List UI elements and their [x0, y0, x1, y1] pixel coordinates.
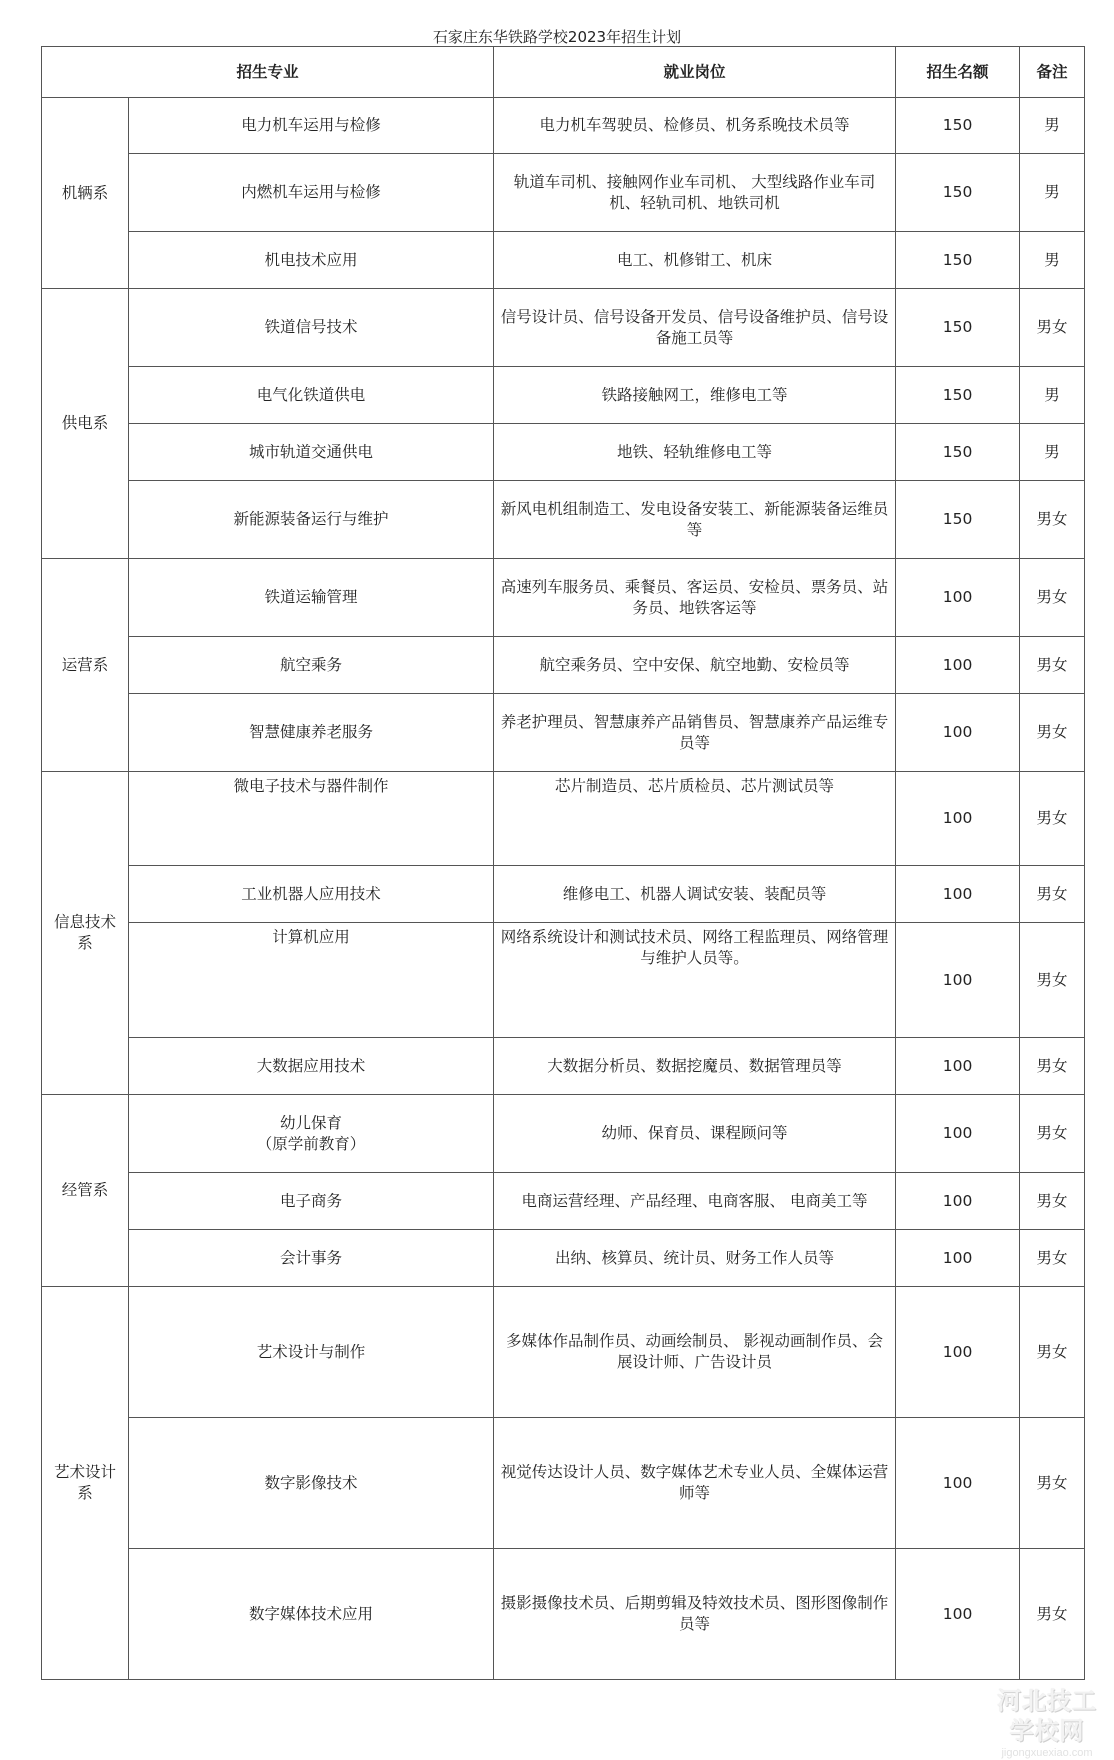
note-cell: 男女: [1020, 866, 1085, 923]
note-cell: 男: [1020, 154, 1085, 232]
major-cell: 内燃机车运用与检修: [129, 154, 494, 232]
job-cell: 铁路接触网工，维修电工等: [494, 367, 896, 424]
enrollment-plan-table: [41, 46, 1085, 1680]
table-row: [42, 98, 1085, 154]
page-title: 石家庄东华铁路学校2023年招生计划: [432, 28, 682, 46]
department-cell: 信息技术系: [42, 772, 129, 1095]
note-cell: 男女: [1020, 289, 1085, 367]
table-row: [42, 1173, 1085, 1230]
watermark-text: 河北技工学校网: [997, 1687, 1097, 1745]
major-cell: 微电子技术与器件制作: [129, 772, 494, 866]
job-cell: 新风电机组制造工、发电设备安装工、新能源装备运维员等: [494, 481, 896, 559]
major-cell: 新能源装备运行与维护: [129, 481, 494, 559]
quota-cell: 100: [896, 1173, 1020, 1230]
major-cell: 铁道运输管理: [129, 559, 494, 637]
major-cell: 电力机车运用与检修: [129, 98, 494, 154]
department-cell: 艺术设计系: [42, 1287, 129, 1680]
table-row: [42, 559, 1085, 637]
quota-cell: 100: [896, 1549, 1020, 1680]
table-row: [42, 1418, 1085, 1549]
watermark-domain: jigongxuexiao.com: [1001, 1747, 1093, 1759]
quota-cell: 150: [896, 232, 1020, 289]
major-cell: 会计事务: [129, 1230, 494, 1287]
major-cell: 工业机器人应用技术: [129, 866, 494, 923]
note-cell: 男女: [1020, 1230, 1085, 1287]
header-note: 备注: [1020, 47, 1085, 98]
note-cell: 男女: [1020, 481, 1085, 559]
job-cell: 摄影摄像技术员、后期剪辑及特效技术员、图形图像制作员等: [494, 1549, 896, 1680]
table-row: [42, 367, 1085, 424]
note-cell: 男: [1020, 424, 1085, 481]
job-cell: 航空乘务员、空中安保、航空地勤、安检员等: [494, 637, 896, 694]
table-row: [42, 481, 1085, 559]
table-row: [42, 424, 1085, 481]
department-cell: 经管系: [42, 1095, 129, 1287]
quota-cell: 100: [896, 866, 1020, 923]
job-cell: 电商运营经理、产品经理、电商客服、 电商美工等: [494, 1173, 896, 1230]
note-cell: 男女: [1020, 1549, 1085, 1680]
major-cell: 计算机应用: [129, 923, 494, 1038]
note-cell: 男女: [1020, 694, 1085, 772]
note-cell: 男女: [1020, 559, 1085, 637]
quota-cell: 100: [896, 923, 1020, 1038]
major-cell: 铁道信号技术: [129, 289, 494, 367]
job-cell: 幼师、保育员、课程顾问等: [494, 1095, 896, 1173]
quota-cell: 150: [896, 481, 1020, 559]
job-cell: 大数据分析员、数据挖魔员、数据管理员等: [494, 1038, 896, 1095]
job-cell: 芯片制造员、芯片质检员、芯片测试员等: [494, 772, 896, 866]
job-cell: 多媒体作品制作员、动画绘制员、 影视动画制作员、会展设计师、广告设计员: [494, 1287, 896, 1418]
note-cell: 男女: [1020, 772, 1085, 866]
table-row: [42, 694, 1085, 772]
major-cell: [129, 1095, 494, 1173]
job-cell: 电力机车驾驶员、检修员、机务系晚技术员等: [494, 98, 896, 154]
department-cell: 机辆系: [42, 98, 129, 289]
job-cell: 高速列车服务员、乘餐员、客运员、安检员、票务员、站务员、地铁客运等: [494, 559, 896, 637]
table-row: [42, 289, 1085, 367]
major-former-name: （原学前教育）: [256, 1134, 366, 1153]
table-row: [42, 772, 1085, 866]
job-cell: 视觉传达设计人员、数字媒体艺术专业人员、全媒体运营师等: [494, 1418, 896, 1549]
quota-cell: 150: [896, 424, 1020, 481]
major-cell: 航空乘务: [129, 637, 494, 694]
table-row: [42, 1549, 1085, 1680]
table-row: [42, 232, 1085, 289]
note-cell: 男女: [1020, 1038, 1085, 1095]
job-cell: 养老护理员、智慧康养产品销售员、智慧康养产品运维专员等: [494, 694, 896, 772]
major-name: 幼儿保育: [280, 1113, 343, 1132]
department-cell: 供电系: [42, 289, 129, 559]
job-cell: 电工、机修钳工、机床: [494, 232, 896, 289]
job-cell: 信号设计员、信号设备开发员、信号设备维护员、信号设备施工员等: [494, 289, 896, 367]
quota-cell: 150: [896, 98, 1020, 154]
note-cell: 男: [1020, 232, 1085, 289]
quota-cell: 100: [896, 1418, 1020, 1549]
note-cell: 男: [1020, 367, 1085, 424]
quota-cell: 100: [896, 1038, 1020, 1095]
note-cell: 男: [1020, 98, 1085, 154]
header-major: 招生专业: [42, 47, 494, 98]
quota-cell: 100: [896, 772, 1020, 866]
job-cell: 维修电工、机器人调试安装、装配员等: [494, 866, 896, 923]
job-cell: 出纳、核算员、统计员、财务工作人员等: [494, 1230, 896, 1287]
table-row: [42, 866, 1085, 923]
table-header-row: [42, 47, 1085, 98]
quota-cell: 100: [896, 694, 1020, 772]
major-cell: 城市轨道交通供电: [129, 424, 494, 481]
department-cell: 运营系: [42, 559, 129, 772]
table-row: [42, 1095, 1085, 1173]
table-row: [42, 637, 1085, 694]
table-row: [42, 923, 1085, 1038]
header-job: 就业岗位: [494, 47, 896, 98]
job-cell: 地铁、轻轨维修电工等: [494, 424, 896, 481]
note-cell: 男女: [1020, 1287, 1085, 1418]
note-cell: 男女: [1020, 1418, 1085, 1549]
table-row: [42, 1230, 1085, 1287]
job-cell: 网络系统设计和测试技术员、网络工程监理员、网络管理与维护人员等。: [494, 923, 896, 1038]
major-cell: 数字媒体技术应用: [129, 1549, 494, 1680]
major-cell: 机电技术应用: [129, 232, 494, 289]
major-cell: 大数据应用技术: [129, 1038, 494, 1095]
note-cell: 男女: [1020, 637, 1085, 694]
major-cell: 电气化铁道供电: [129, 367, 494, 424]
major-cell: 智慧健康养老服务: [129, 694, 494, 772]
site-watermark: [985, 1686, 1109, 1759]
table-row: [42, 1287, 1085, 1418]
major-cell: 数字影像技术: [129, 1418, 494, 1549]
quota-cell: 150: [896, 367, 1020, 424]
note-cell: 男女: [1020, 1173, 1085, 1230]
quota-cell: 100: [896, 1095, 1020, 1173]
note-cell: 男女: [1020, 923, 1085, 1038]
quota-cell: 100: [896, 637, 1020, 694]
quota-cell: 100: [896, 559, 1020, 637]
major-cell: 电子商务: [129, 1173, 494, 1230]
table-row: [42, 1038, 1085, 1095]
quota-cell: 100: [896, 1230, 1020, 1287]
quota-cell: 100: [896, 1287, 1020, 1418]
major-cell: 艺术设计与制作: [129, 1287, 494, 1418]
job-cell: 轨道车司机、接触网作业车司机、 大型线路作业车司机、轻轨司机、地铁司机: [494, 154, 896, 232]
note-cell: 男女: [1020, 1095, 1085, 1173]
header-quota: 招生名额: [896, 47, 1020, 98]
table-row: [42, 154, 1085, 232]
quota-cell: 150: [896, 154, 1020, 232]
quota-cell: 150: [896, 289, 1020, 367]
